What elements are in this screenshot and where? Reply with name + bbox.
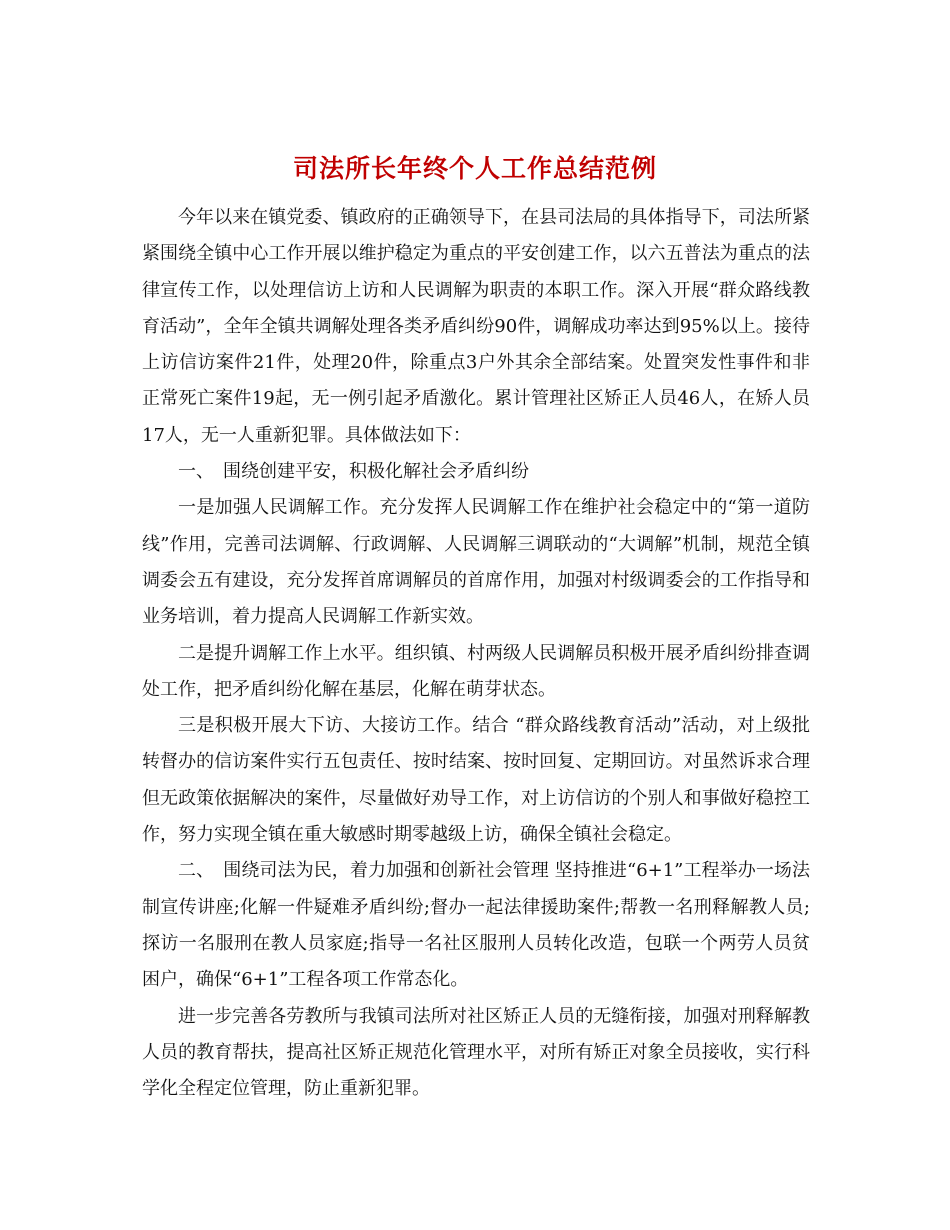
paragraph-mediation-level: 二是提升调解工作上水平。组织镇、村两级人民调解员积极开展矛盾纠纷排查调处工作，把矛盾纠纷化解在基层，化解在萌芽状态。 <box>142 642 810 700</box>
paragraph-correction: 进一步完善各劳教所与我镇司法所对社区矫正人员的无缝衔接，加强对刑释解教人员的教育帮扶，提高社区矫正规范化管理水平，对所有矫正对象全员接收，实行科学化全程定位管理，防止重新犯罪。 <box>142 1005 810 1100</box>
document-title: 司法所长年终个人工作总结范例 <box>292 153 657 183</box>
paragraph-petition: 三是积极开展大下访、大接访工作。结合 “群众路线教育活动”活动，对上级批转督办的信访案件实行五包责任、按时结案、按时回复、定期回访。对虽然诉求合理但无政策依据解决的案件，尽量做好劝导工作，对上访信访的个别人和事做好稳控工作，努力实现全镇在重大敏感时期零越级上访，确保全镇社会稳定。 <box>142 715 810 846</box>
paragraph-intro: 今年以来在镇党委、镇政府的正确领导下，在县司法局的具体指导下，司法所紧紧围绕全镇中心工作开展以维护稳定为重点的平安创建工作，以六五普法为重点的法律宣传工作，以处理信访上访和人民调解为职责的本职工作。深入开展“群众路线教育活动”，全年全镇共调解处理各类矛盾纠纷90件，调解成功率达到95%以上。接待上访信访案件21件，处理20件，除重点3户外其余全部结案。处置突发性事件和非正常死亡案件19起，无一例引起矛盾激化。累计管理社区矫正人员46人，在矫人员17人，无一人重新犯罪。具体做法如下： <box>142 207 810 446</box>
section-heading-1: 一、 围绕创建平安，积极化解社会矛盾纠纷 <box>178 461 529 483</box>
section-heading-2: 二、 围绕司法为民，着力加强和创新社会管理 坚持推进“6+1”工程举办一场法制宣传讲座;化解一件疑难矛盾纠纷;督办一起法律援助案件;帮教一名刑释解教人员;探访一名服刑在教人员家庭;指导一名社区服刑人员转化改造，包联一个两劳人员贫困户，确保“6+1”工程各项工作常态化。 <box>142 860 810 991</box>
paragraph-mediation: 一是加强人民调解工作。充分发挥人民调解工作在维护社会稳定中的“第一道防线”作用，完善司法调解、行政调解、人民调解三调联动的“大调解”机制，规范全镇调委会五有建设，充分发挥首席调解员的首席作用，加强对村级调委会的工作指导和业务培训，着力提高人民调解工作新实效。 <box>142 497 810 628</box>
document-body <box>142 200 810 1107</box>
